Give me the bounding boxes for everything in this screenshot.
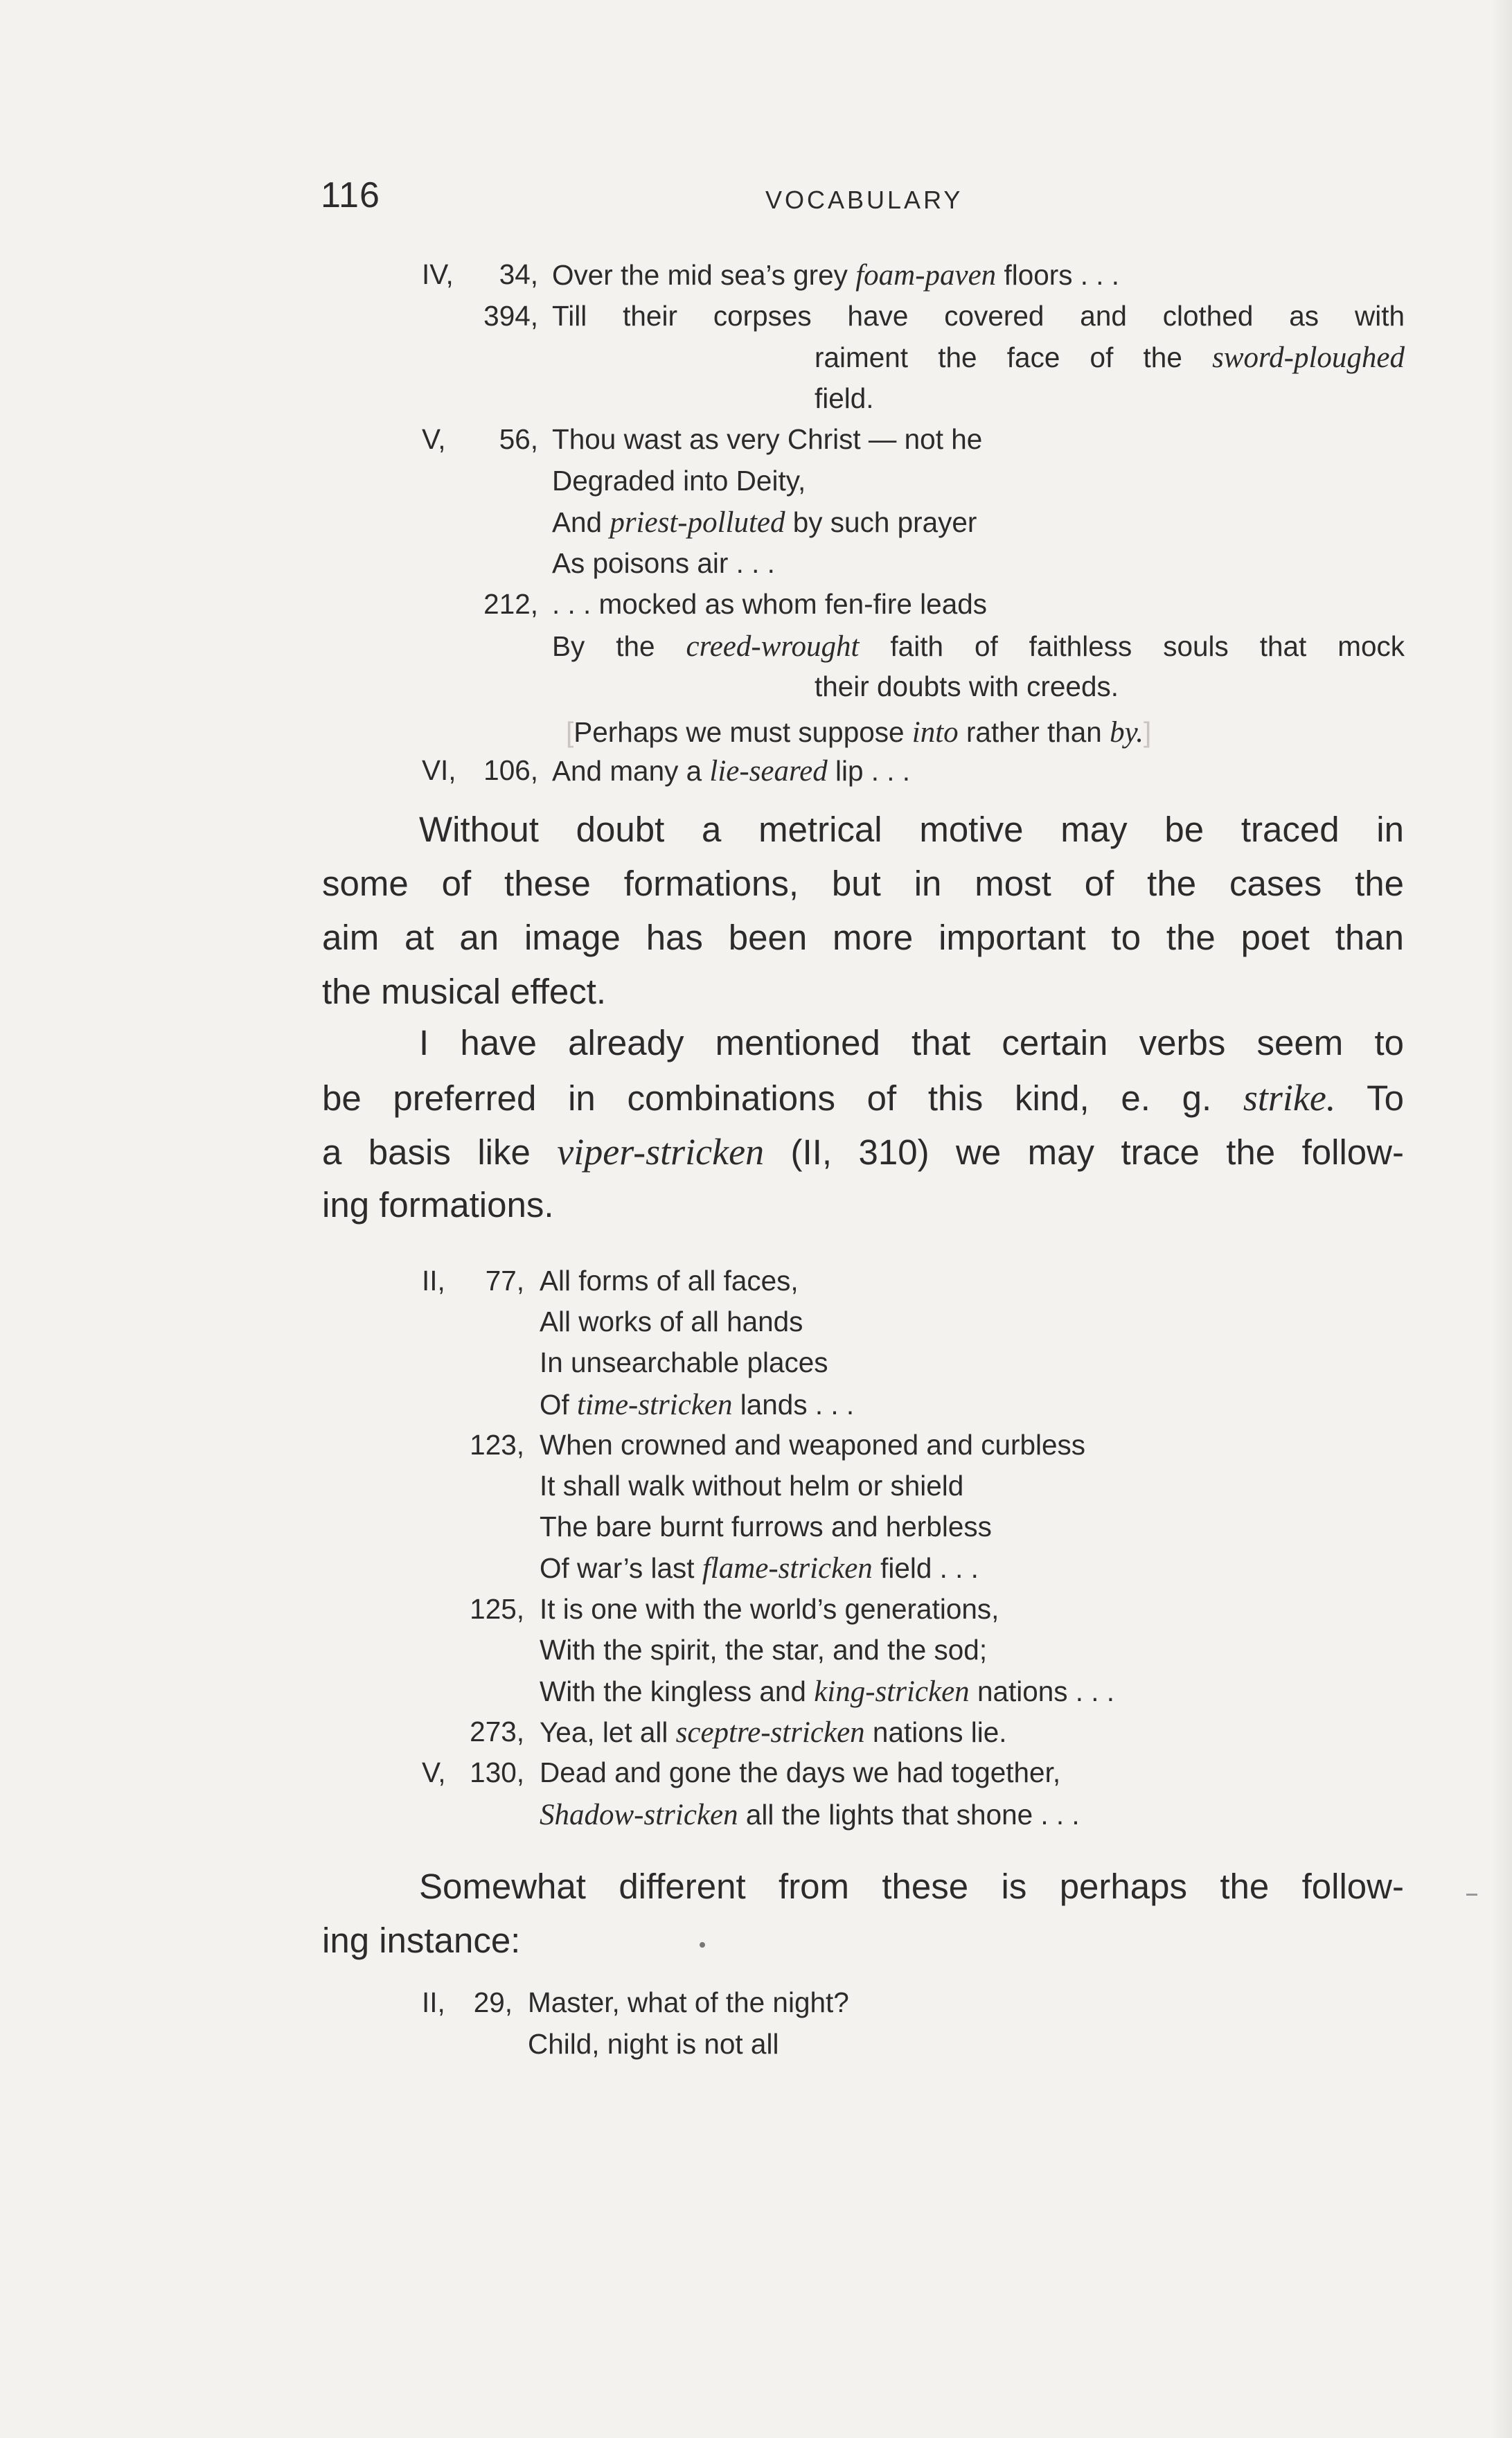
quote-text: Over the mid sea’s grey foam-paven floors . . . (552, 259, 1119, 292)
quote-text: Degraded into Deity, (552, 464, 806, 497)
quote-text: As poisons air . . . (552, 546, 775, 579)
paragraph-line: be preferred in combinations of this kind, e. g. strike. To (322, 1077, 1404, 1119)
page-reference: 123, (470, 1428, 524, 1461)
quote-text: In unsearchable places (540, 1346, 828, 1379)
page-reference: 29, (473, 1986, 513, 2018)
paragraph-line: Without doubt a metrical motive may be traced in (419, 810, 1404, 849)
quote-text: Yea, let all sceptre-stricken nations lie. (540, 1716, 1007, 1750)
quote-text: field. (815, 382, 874, 414)
page-reference: 106, (483, 754, 538, 786)
quote-text: And many a lie-seared lip . . . (552, 755, 911, 788)
quote-text: All works of all hands (540, 1306, 803, 1338)
volume-numeral: II, (422, 1986, 445, 2018)
page-reference: 56, (499, 423, 538, 455)
page-reference: 273, (470, 1716, 524, 1748)
paragraph-line: a basis like viper-stricken (II, 310) we may trace the follow- (322, 1131, 1404, 1173)
quote-text: With the spirit, the star, and the sod; (540, 1633, 988, 1666)
page-reference: 34, (499, 258, 538, 290)
quote-text: Of time-stricken lands . . . (540, 1388, 855, 1421)
quote-text: Child, night is not all (528, 2027, 779, 2060)
paragraph-line: Somewhat different from these is perhaps the follow- (419, 1867, 1404, 1906)
quote-text: Till their corpses have covered and clothed as with (552, 299, 1405, 332)
quote-text: It shall walk without helm or shield (540, 1470, 964, 1502)
quote-text: . . . mocked as whom fen-fire leads (552, 588, 988, 620)
page-reference: 394, (483, 299, 538, 332)
page-reference: 212, (483, 588, 538, 620)
volume-numeral: V, (422, 423, 446, 455)
quote-text: Shadow-stricken all the lights that shone . . . (540, 1798, 1080, 1831)
volume-numeral: VI, (422, 754, 456, 786)
quote-text: Of war’s last flame-stricken field . . . (540, 1552, 979, 1585)
speck-mark (700, 1942, 705, 1948)
paragraph-line: aim at an image has been more important to the poet than (322, 918, 1404, 957)
volume-numeral: V, (422, 1756, 446, 1789)
quote-text: It is one with the world’s generations, (540, 1592, 999, 1625)
quote-text: Dead and gone the days we had together, (540, 1756, 1061, 1789)
paragraph-line: I have already mentioned that certain verbs seem to (419, 1023, 1404, 1062)
quote-text: By the creed-wrought faith of faithless souls that mock (552, 630, 1405, 663)
margin-dash (1466, 1894, 1477, 1896)
quote-text: And priest-polluted by such prayer (552, 506, 977, 539)
quote-text: When crowned and weaponed and curbless (540, 1428, 1086, 1461)
quote-text: All forms of all faces, (540, 1265, 799, 1297)
running-head: VOCABULARY (765, 186, 963, 214)
page-edge-shadow (1491, 0, 1512, 2438)
paragraph-line: the musical effect. (322, 972, 607, 1011)
page-number: 116 (321, 175, 380, 215)
page-reference: 125, (470, 1592, 524, 1625)
quote-text: their doubts with creeds. (815, 670, 1119, 702)
quote-text: With the kingless and king-stricken nations . . . (540, 1675, 1115, 1708)
paragraph-line: ing formations. (322, 1185, 554, 1225)
volume-numeral: II, (422, 1265, 445, 1297)
quote-text: raiment the face of the sword-ploughed (815, 341, 1405, 374)
page-reference: 130, (470, 1756, 524, 1789)
quote-text: Thou wast as very Christ — not he (552, 423, 983, 455)
paragraph-line: ing instance: (322, 1921, 521, 1960)
volume-numeral: IV, (422, 258, 454, 290)
paragraph-line: some of these formations, but in most of the cases the (322, 864, 1404, 903)
quote-text: Master, what of the night? (528, 1986, 849, 2018)
editorial-note: [Perhaps we must suppose into rather than by.] (566, 716, 1152, 749)
quote-text: The bare burnt furrows and herbless (540, 1511, 992, 1543)
page-reference: 77, (485, 1265, 524, 1297)
